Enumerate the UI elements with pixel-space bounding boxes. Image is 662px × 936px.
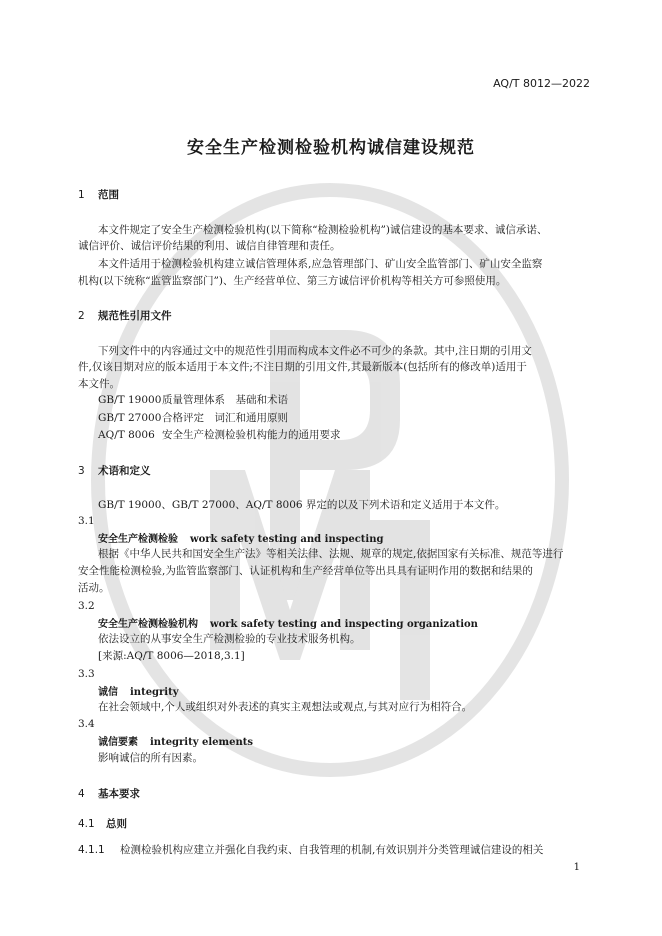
section-1-para-2-line-2: 机构(以下统称“监管监察部门”)、生产经营单位、第三方诚信评价机构等相关方可参照使用。 bbox=[78, 275, 507, 287]
reference-gbt19000: GB/T 19000质量管理体系 基础和术语 bbox=[98, 394, 288, 406]
document-title: 安全生产检测检验机构诚信建设规范 bbox=[187, 138, 475, 158]
term-3-2-source: [来源:AQ/T 8006—2018,3.1] bbox=[98, 650, 245, 662]
term-3-3-heading: 诚信 integrity bbox=[98, 687, 179, 698]
section-2-para-line-1: 下列文件中的内容通过文中的规范性引用而构成本文件必不可少的条款。其中,注日期的引用文 bbox=[98, 345, 532, 357]
section-2-heading: 2 规范性引用文件 bbox=[78, 310, 172, 322]
term-3-2-number: 3.2 bbox=[78, 600, 95, 612]
term-3-2-heading: 安全生产检测检验机构 work safety testing and inspecting organization bbox=[98, 619, 478, 630]
term-3-1-def-line-3: 活动。 bbox=[78, 582, 110, 594]
standard-code-header: AQ/T 8012—2022 bbox=[493, 77, 590, 90]
term-3-1-def-line-2: 安全性能检测检验,为监管监察部门、认证机构和生产经营单位等出具具有证明作用的数据和结果的 bbox=[78, 565, 533, 577]
term-3-1-heading: 安全生产检测检验 work safety testing and inspecting bbox=[98, 534, 384, 545]
page-number: 1 bbox=[573, 862, 580, 873]
term-3-4-heading: 诚信要素 integrity elements bbox=[98, 737, 254, 748]
term-3-4-def: 影响诚信的所有因素。 bbox=[98, 752, 203, 764]
term-3-1-def-line-1: 根据《中华人民共和国安全生产法》等相关法律、法规、规章的规定,依据国家有关标准、规范等进行 bbox=[98, 548, 564, 560]
term-3-2-def: 依法设立的从事安全生产检测检验的专业技术服务机构。 bbox=[98, 633, 361, 645]
term-3-3-number: 3.3 bbox=[78, 668, 95, 680]
section-1-para-2-line-1: 本文件适用于检测检验机构建立诚信管理体系,应急管理部门、矿山安全监管部门、矿山安全监察 bbox=[98, 258, 543, 270]
clause-4-1-1: 4.1.1 检测检验机构应建立并强化自我约束、自我管理的机制,有效识别并分类管理诚信建设的相关 bbox=[78, 844, 544, 856]
section-3-intro: GB/T 19000、GB/T 27000、AQ/T 8006 界定的以及下列术语和定义适用于本文件。 bbox=[98, 499, 506, 511]
section-2-para-line-2: 件,仅该日期对应的版本适用于本文件;不注日期的引用文件,其最新版本(包括所有的修改单)适用于 bbox=[78, 361, 527, 373]
term-3-1-number: 3.1 bbox=[78, 515, 95, 527]
section-1-para-1-line-2: 诚信评价、诚信评价结果的利用、诚信自律管理和责任。 bbox=[78, 240, 341, 252]
section-1-para-1-line-1: 本文件规定了安全生产检测检验机构(以下简称“检测检验机构”)诚信建设的基本要求、诚信承诺、 bbox=[98, 224, 548, 236]
section-4-heading: 4 基本要求 bbox=[78, 788, 140, 800]
section-3-heading: 3 术语和定义 bbox=[78, 465, 151, 477]
reference-gbt27000: GB/T 27000合格评定 词汇和通用原则 bbox=[98, 412, 288, 424]
reference-aqt8006: AQ/T 8006 安全生产检测检验机构能力的通用要求 bbox=[98, 429, 341, 441]
term-3-4-number: 3.4 bbox=[78, 718, 95, 730]
section-1-heading: 1 范围 bbox=[78, 189, 119, 201]
term-3-3-def: 在社会领域中,个人或组织对外表述的真实主观想法或观点,与其对应行为相符合。 bbox=[98, 701, 473, 713]
section-2-para-line-3: 本文件。 bbox=[78, 378, 120, 390]
section-4-1-heading: 4.1 总则 bbox=[78, 818, 127, 830]
